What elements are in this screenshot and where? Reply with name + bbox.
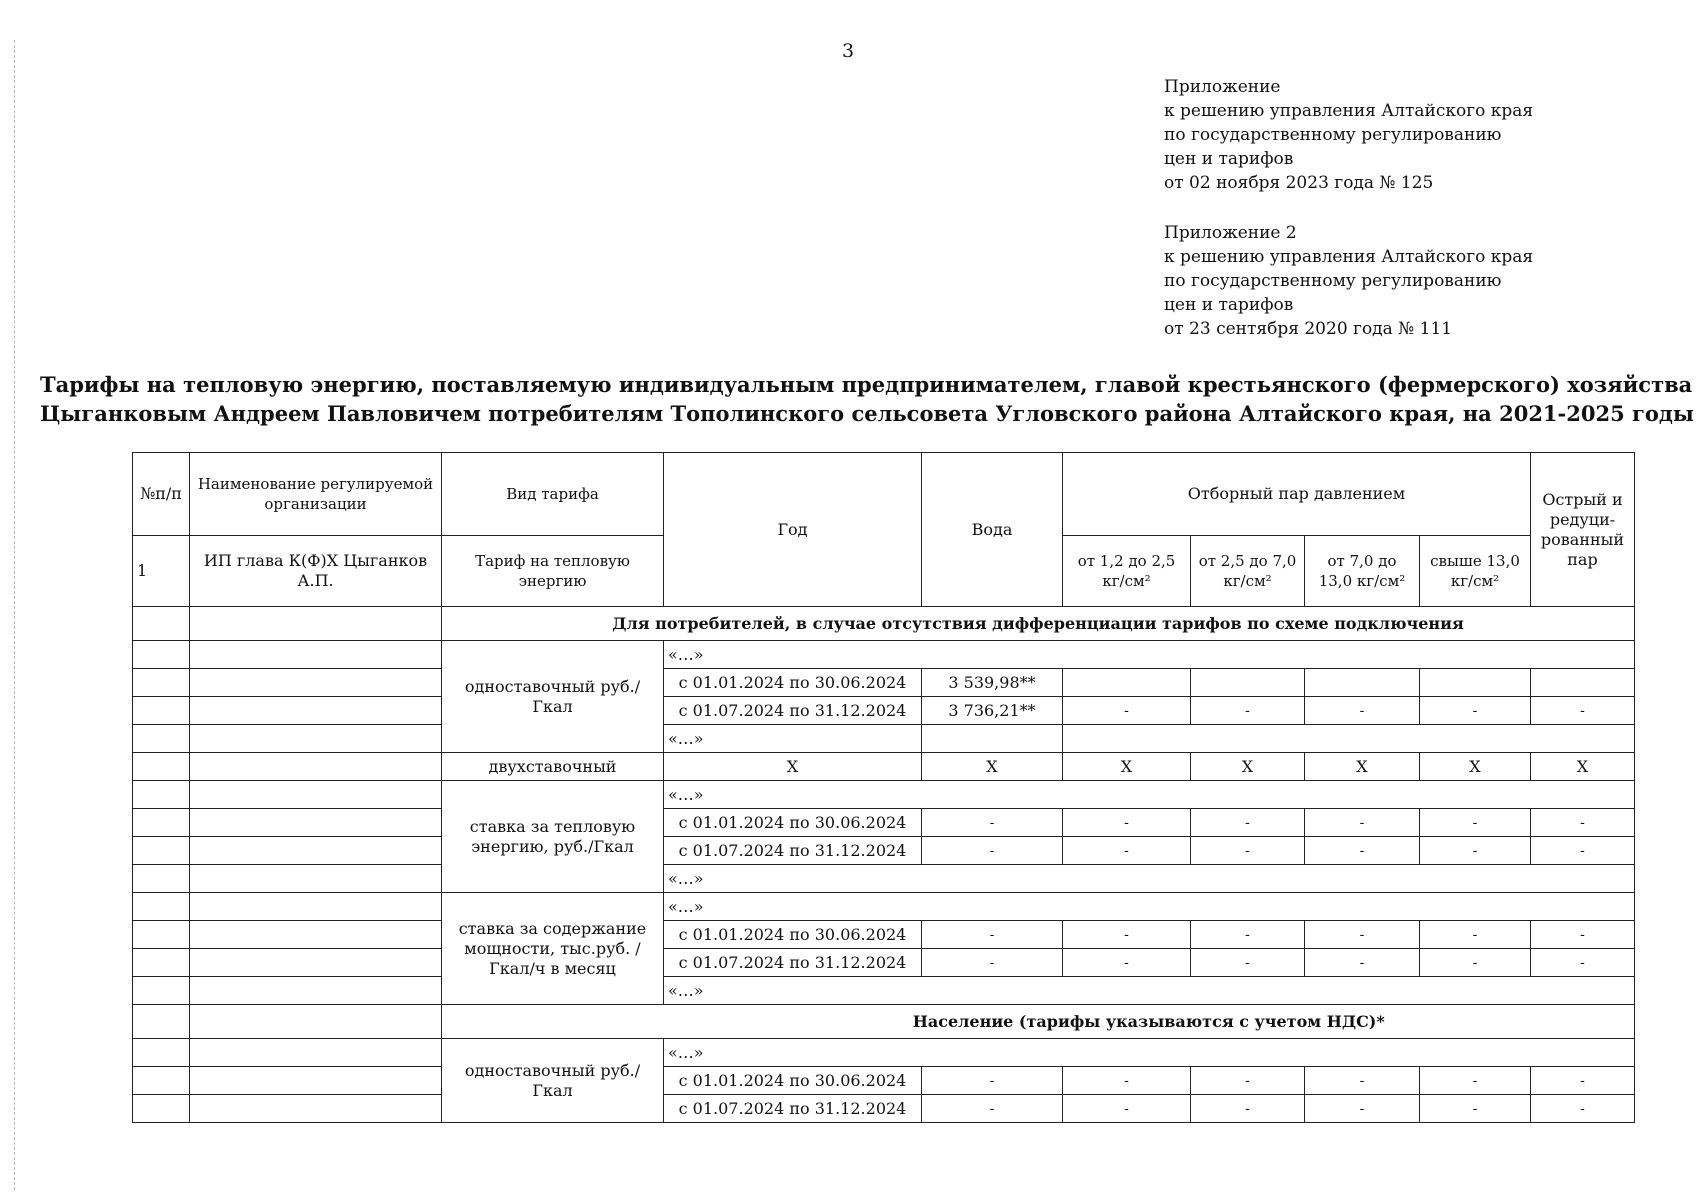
header-water: Вода [922,453,1063,607]
empty-cell [190,753,442,781]
appendix-line: по государственному регулированию [1164,271,1502,291]
empty-cell [190,697,442,725]
empty-cell [190,921,442,949]
appendix-line: Приложение [1164,77,1281,97]
header-year: Год [664,453,922,607]
empty-cell [133,1095,190,1123]
dash-cell: - [1063,837,1191,865]
dash-cell: - [1420,949,1531,977]
dash-cell: - [1531,921,1635,949]
dash-cell: - [1531,1095,1635,1123]
empty-cell [133,865,190,893]
empty-cell [1305,669,1420,697]
period-cell: с 01.01.2024 по 30.06.2024 [664,921,922,949]
empty-cell [133,669,190,697]
ellipsis-row: «…» [664,641,1635,669]
ellipsis-row: «…» [664,725,922,753]
appendix-line: цен и тарифов [1164,149,1294,169]
empty-cell [133,977,190,1005]
dash-cell: - [1305,921,1420,949]
empty-cell [133,1005,190,1039]
empty-cell [133,1039,190,1067]
appendix-original [1164,221,1533,341]
empty-cell [190,1067,442,1095]
dash-cell: - [922,1067,1063,1095]
empty-cell [1531,669,1635,697]
ellipsis-row: «…» [664,977,1635,1005]
dash-cell: - [1305,809,1420,837]
empty-cell [1191,669,1305,697]
empty-cell [1420,669,1531,697]
dash-cell: - [1305,837,1420,865]
dash-cell: - [1420,921,1531,949]
period-cell: с 01.07.2024 по 31.12.2024 [664,949,922,977]
period-cell: с 01.01.2024 по 30.06.2024 [664,1067,922,1095]
appendix-line: по государственному регулированию [1164,125,1502,145]
empty-cell [133,1067,190,1095]
ellipsis-row: «…» [664,781,1635,809]
empty-cell [922,725,1063,753]
appendix-line: к решению управления Алтайского края [1164,247,1534,267]
dash-cell: - [1305,1067,1420,1095]
dash-cell: - [1531,1067,1635,1095]
title-line: Цыганковым Андреем Павловичем потребителям Тополинского сельсовета Угловского района Алтайского края, на 2021-2025 годы [40,401,1694,426]
tariff-one-rate: одноставочный руб./Гкал [442,641,664,753]
title-line: Тарифы на тепловую энергию, поставляемую индивидуальным предпринимателем, главой крестьянского (фермерского) хозяйства [40,372,1693,397]
tariff-energy-rate: ставка за тепловую энергию, руб./Гкал [442,781,664,893]
dash-cell: - [1191,921,1305,949]
empty-cell [190,1005,442,1039]
dash-cell: - [1305,1095,1420,1123]
dash-cell: - [1531,837,1635,865]
empty-cell [133,809,190,837]
dash-cell: - [1063,949,1191,977]
dash-cell: - [1305,949,1420,977]
empty-cell [190,893,442,921]
dash-cell: - [1531,949,1635,977]
dash-cell: - [1063,697,1191,725]
ellipsis-row: «…» [664,893,1635,921]
x-cell: X [1420,753,1531,781]
period-cell: с 01.01.2024 по 30.06.2024 [664,669,922,697]
empty-cell [190,781,442,809]
dash-cell: - [1420,809,1531,837]
empty-cell [133,893,190,921]
header-pressure-4: свыше 13,0 кг/см² [1420,536,1531,607]
appendix-line: цен и тарифов [1164,295,1294,315]
x-cell: X [1531,753,1635,781]
water-value-cell: 3 539,98** [922,669,1063,697]
period-cell: с 01.07.2024 по 31.12.2024 [664,697,922,725]
empty-cell [133,607,190,641]
dash-cell: - [1191,809,1305,837]
dash-cell: - [1063,1095,1191,1123]
period-cell: с 01.01.2024 по 30.06.2024 [664,809,922,837]
empty-cell [190,977,442,1005]
empty-cell [133,753,190,781]
appendix-line: Приложение 2 [1164,223,1297,243]
empty-cell [133,725,190,753]
ellipsis-row: «…» [664,865,1635,893]
empty-cell [190,1039,442,1067]
header-pressure-1: от 1,2 до 2,5 кг/см² [1063,536,1191,607]
appendix-line: от 02 ноября 2023 года № 125 [1164,173,1434,193]
dash-cell: - [922,809,1063,837]
empty-cell [133,921,190,949]
period-cell: с 01.07.2024 по 31.12.2024 [664,1095,922,1123]
header-pressure-3: от 7,0 до 13,0 кг/см² [1305,536,1420,607]
appendix-line: к решению управления Алтайского края [1164,101,1534,121]
header-org: Наименование регулируемой организации [190,453,442,536]
empty-cell [133,949,190,977]
header-steam-group: Отборный пар давлением [1063,453,1531,536]
dash-cell: - [1531,697,1635,725]
ellipsis-row: «…» [664,1039,1635,1067]
empty-cell [190,1095,442,1123]
dash-cell: - [1063,809,1191,837]
tariff-capacity-rate: ставка за содержание мощности, тыс.руб. /Гкал/ч в месяц [442,893,664,1005]
org-row-num: 1 [133,536,190,607]
section-title-population: Население (тарифы указываются с учетом НДС)* [664,1005,1635,1039]
empty-cell [190,641,442,669]
dash-cell: - [1420,1095,1531,1123]
header-pressure-2: от 2,5 до 7,0 кг/см² [1191,536,1305,607]
dash-cell: - [1063,921,1191,949]
dash-cell: - [922,921,1063,949]
empty-cell [190,865,442,893]
dash-cell: - [1191,1095,1305,1123]
empty-cell [190,837,442,865]
empty-cell [133,641,190,669]
page-number: 3 [841,40,855,62]
appendix-line: от 23 сентября 2020 года № 111 [1164,319,1453,339]
dash-cell: - [1420,1067,1531,1095]
dash-cell: - [922,949,1063,977]
section-title-consumers: Для потребителей, в случае отсутствия дифференциации тарифов по схеме подключения [442,607,1635,641]
org-row-name: ИП глава К(Ф)Х Цыганков А.П. [190,536,442,607]
tariff-one-rate-population: одноставочный руб./Гкал [442,1039,664,1123]
empty-cell [190,949,442,977]
appendix-current [1164,75,1533,195]
header-tariff-type: Вид тарифа [442,453,664,536]
empty-cell [442,1005,664,1039]
dash-cell: - [1191,837,1305,865]
org-row-tariff-type: Тариф на тепловую энергию [442,536,664,607]
water-value-cell: 3 736,21** [922,697,1063,725]
x-cell: X [1191,753,1305,781]
tariff-two-rate: двухставочный [442,753,664,781]
empty-cell [1063,669,1191,697]
empty-cell [133,697,190,725]
dash-cell: - [1191,1067,1305,1095]
dash-cell: - [1063,1067,1191,1095]
x-cell: X [1063,753,1191,781]
empty-cell [133,781,190,809]
dash-cell: - [1531,809,1635,837]
x-cell: X [922,753,1063,781]
x-cell: X [1305,753,1420,781]
empty-cell [133,837,190,865]
header-num: №п/п [133,453,190,536]
header-sharp-steam: Острый и редуци-рованный пар [1531,453,1635,607]
dash-cell: - [1191,949,1305,977]
empty-cell [190,607,442,641]
dash-cell: - [1191,697,1305,725]
tariff-table [132,452,1635,1123]
x-cell: X [664,753,922,781]
empty-cell [190,809,442,837]
dash-cell: - [1420,837,1531,865]
dash-cell: - [1305,697,1420,725]
empty-cell [190,669,442,697]
dash-cell: - [922,1095,1063,1123]
empty-cell [190,725,442,753]
period-cell: с 01.07.2024 по 31.12.2024 [664,837,922,865]
dash-cell: - [1420,697,1531,725]
scan-margin-line [14,40,15,1190]
dash-cell: - [922,837,1063,865]
empty-cell [1063,725,1635,753]
document-title [40,370,1694,428]
